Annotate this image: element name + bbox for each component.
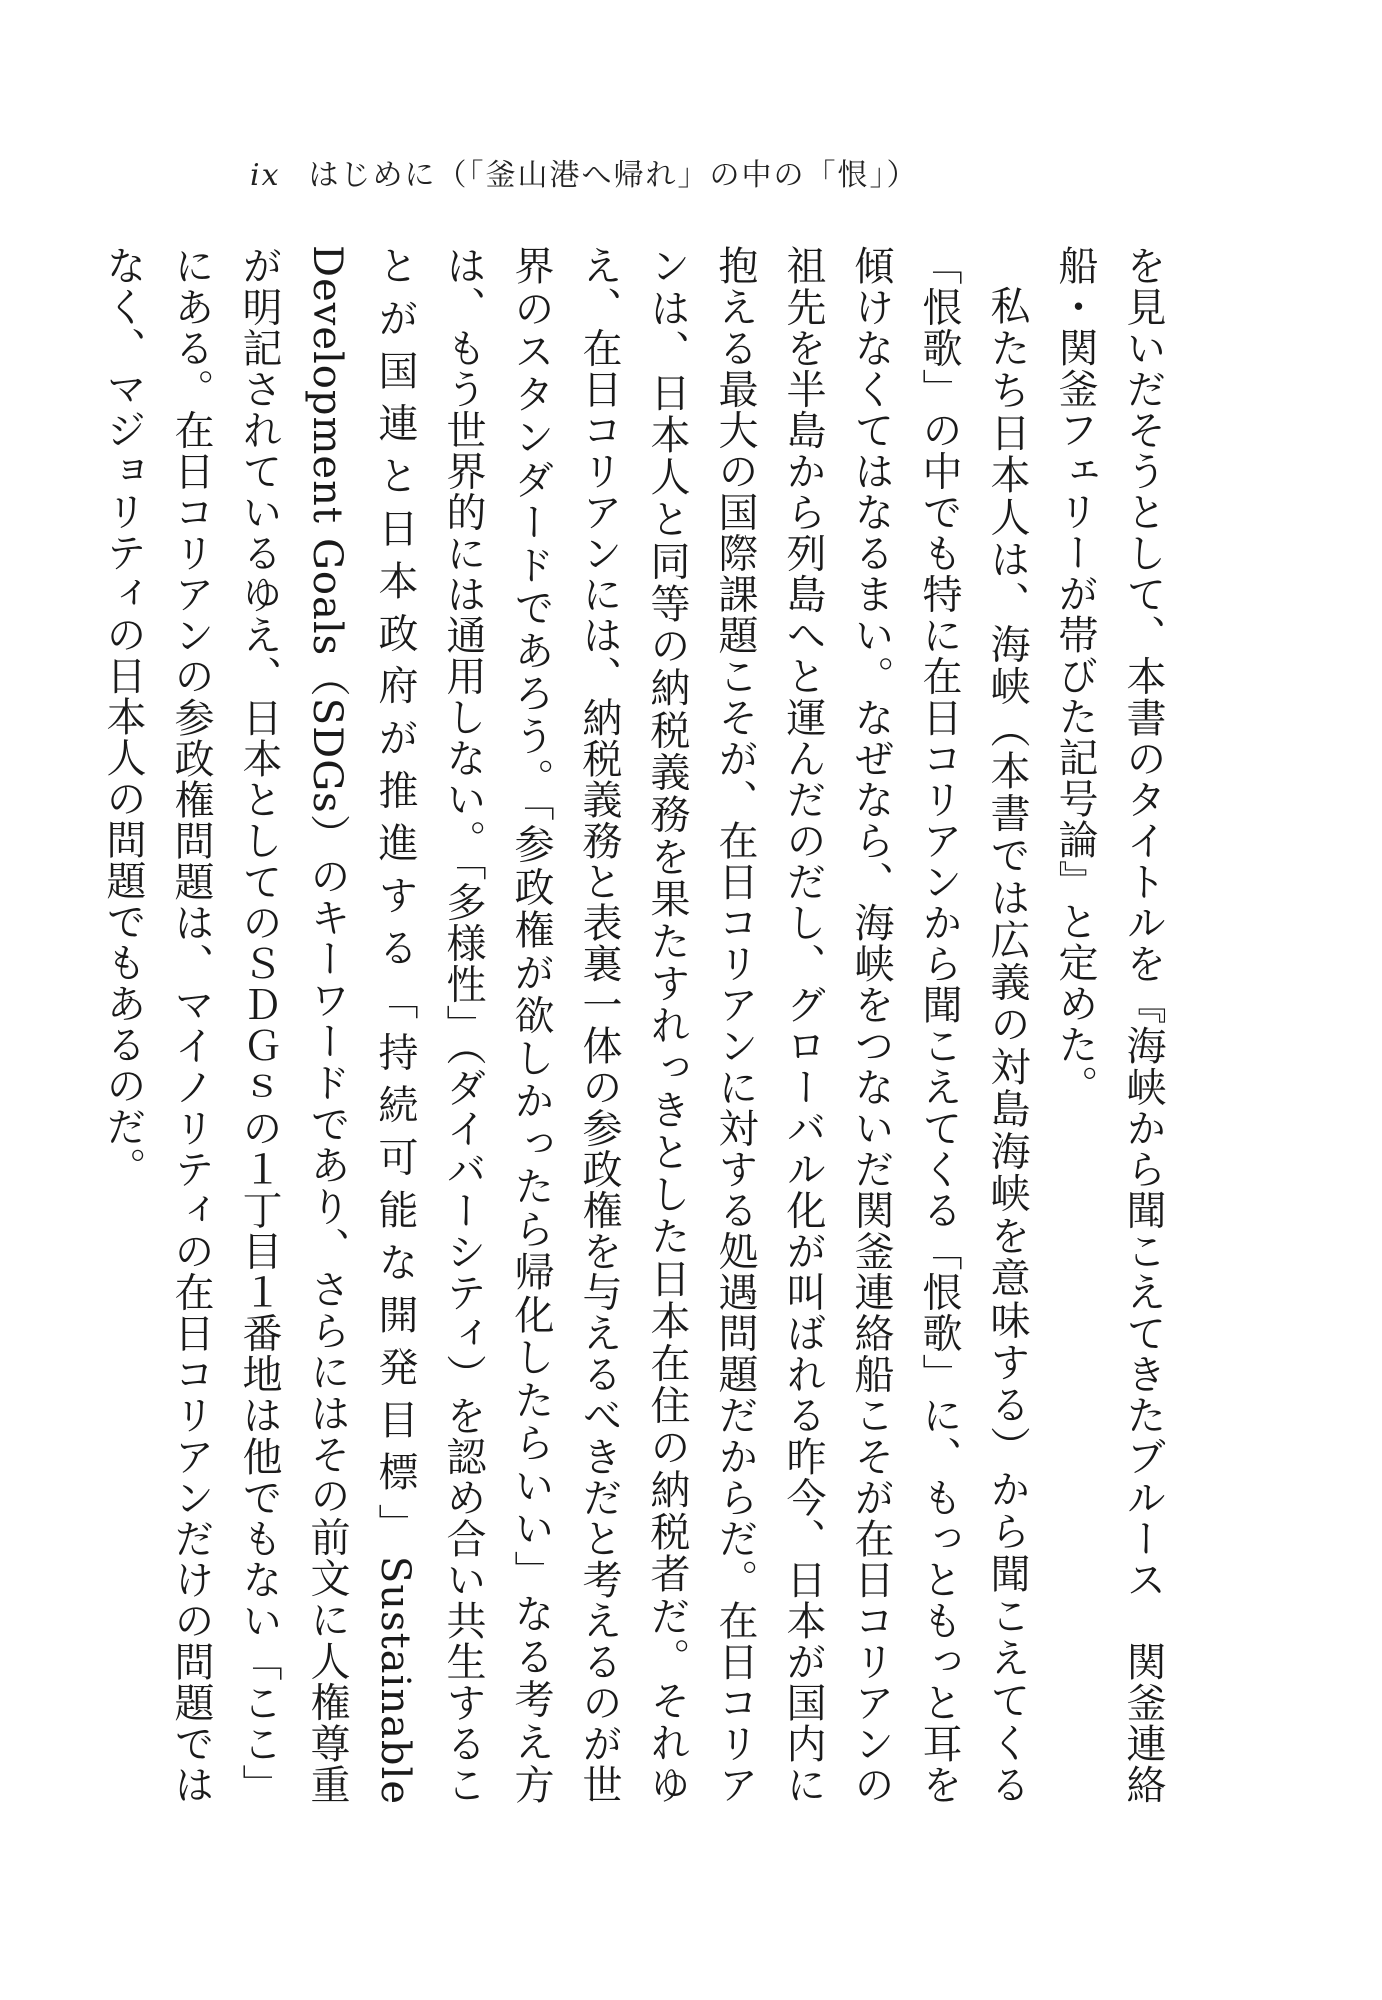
paragraph-continuation: を見いだそうとして、本書のタイトルを『海峡から聞こえてきたブルース 関釜連絡船・関釜フェリーが帯びた記号論』と定めた。 (1052, 245, 1166, 1805)
page-number: ix (250, 158, 281, 193)
running-head (250, 150, 919, 194)
chapter-title: はじめに（「釜山港へ帰れ」の中の「恨」） (308, 158, 919, 193)
paragraph-main: 私たち日本人は、海峡（本書では広義の対島海峡を意味する）から聞こえてくる「恨歌」の中でも特に在日コリアンから聞こえてくる「恨歌」に、もっともっと耳を傾けなくてはなるまい。なぜなら、海峡をつないだ関釜連絡船こそが在日コリアンの祖先を半島から列島へと運んだのだし、グローバル化が叫ばれる昨今、日本が国内に抱える最大の国際課題こそが、在日コリアンに対する処遇問題だからだ。在日コリアンは、日本人と同等の納税義務を果たすれっきとした日本在住の納税者だ。それゆえ、在日コリアンには、納税義務と表裏一体の参政権を与えるべきだと考えるのが世界のスタンダードであろう。「参政権が欲しかったら帰化したらいい」なる考え方は、もう世界的には通用しない。「多様性」（ダイバーシティ）を認め合い共生することが国連と日本政府が推進する「持続可能な開発目標」Sustainable Development Goals（SDGs）のキーワードであり、さらにはその前文に人権尊重が明記されているゆえ、日本としてのＳＤＧｓの１丁目１番地は他でもない「ここ」にある。在日コリアンの参政権問題は、マイノリティの在日コリアンだけの問題ではなく、マジョリティの日本人の問題でもあるのだ。 (100, 245, 1030, 1806)
body-text (89, 245, 1177, 1805)
